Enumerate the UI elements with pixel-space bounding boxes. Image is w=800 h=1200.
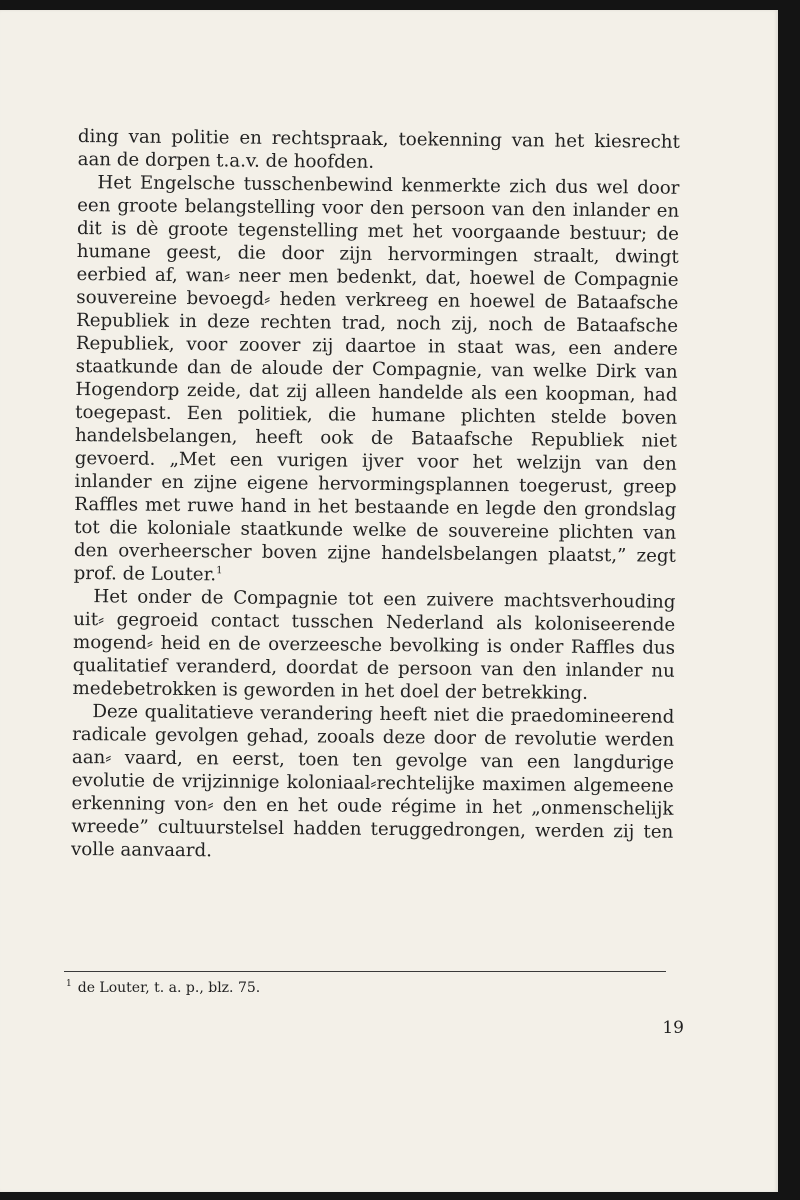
footnote-divider — [64, 971, 666, 972]
paragraph-text: Deze qualitatieve verandering heeft niet die praedomineerend radicale gevolgen gehad, zooals deze door de revolutie werden aan⸗ vaard, en eerst, toen ten gevolge van een langdurige evolutie de vrijzinnige koloniaal⸗rechtelijke maximen algemeene erkenning von⸗ den en het oude régime in het „onmenschelijk wreede” cultuurstelsel hadden teruggedrongen, werden zij ten volle aanvaard. — [70, 701, 675, 862]
footnote — [66, 978, 666, 998]
footnote-text: de Louter, t. a. p., blz. 75. — [77, 980, 261, 996]
footnote-mark: 1 — [66, 979, 72, 990]
book-page — [0, 10, 778, 1192]
footnote-reference[interactable]: 1 — [216, 565, 223, 577]
body-text — [71, 125, 680, 867]
paragraph-text: ding van politie en rechtspraak, toekenning van het kiesrecht aan de dorpen t.a.v. de hoofden. — [77, 125, 680, 173]
paragraph-text: Het Engelsche tusschenbewind kenmerkte zich dus wel door een groote belangstelling voor den persoon van den inlander en dit is dè groote tegenstelling met het voorgaande bestuur; de humane geest, die door zijn hervormingen straalt, dwingt eerbied af, wan⸗ neer men bedenkt, dat, hoewel de Compagnie souvereine bevoegd⸗ heden verkreeg en hoewel de Bataafsche Republiek in deze rechten trad, noch zij, noch de Bataafsche Republiek, voor zoover zij daartoe in staat was, een andere staatkunde dan de aloude der Compagnie, van welke Dirk van Hogendorp zeide, dat zij alleen handelde als een koopman, had toegepast. Een politiek, die humane plichten stelde boven handelsbelangen, heeft ook de Bataafsche Republiek niet gevoerd. „Met een vurigen ijver voor het welzijn van den inlander en zijne eigene hervormingsplannen toegerust, greep Raffles met ruwe hand in het bestaande en legde den grondslag tot die koloniale staatkunde welke de souvereine plichten van den overheerscher boven zijne handelsbelangen plaatst,” zegt prof. de Louter. — [73, 172, 680, 586]
page-number: 19 — [662, 1018, 684, 1038]
paragraph-text: Het onder de Compagnie tot een zuivere machtsverhouding uit⸗ gegroeid contact tusschen Nederland als koloniseerende mogend⸗ heid en de overzeesche bevolking is onder Raffles dus qualitatief veranderd, doordat de persoon van den inlander nu medebetrokken is geworden in het doel der betrekking. — [72, 586, 676, 704]
paragraph — [71, 700, 675, 867]
paragraph — [72, 585, 675, 706]
paragraph — [74, 171, 680, 591]
paragraph — [78, 125, 680, 177]
